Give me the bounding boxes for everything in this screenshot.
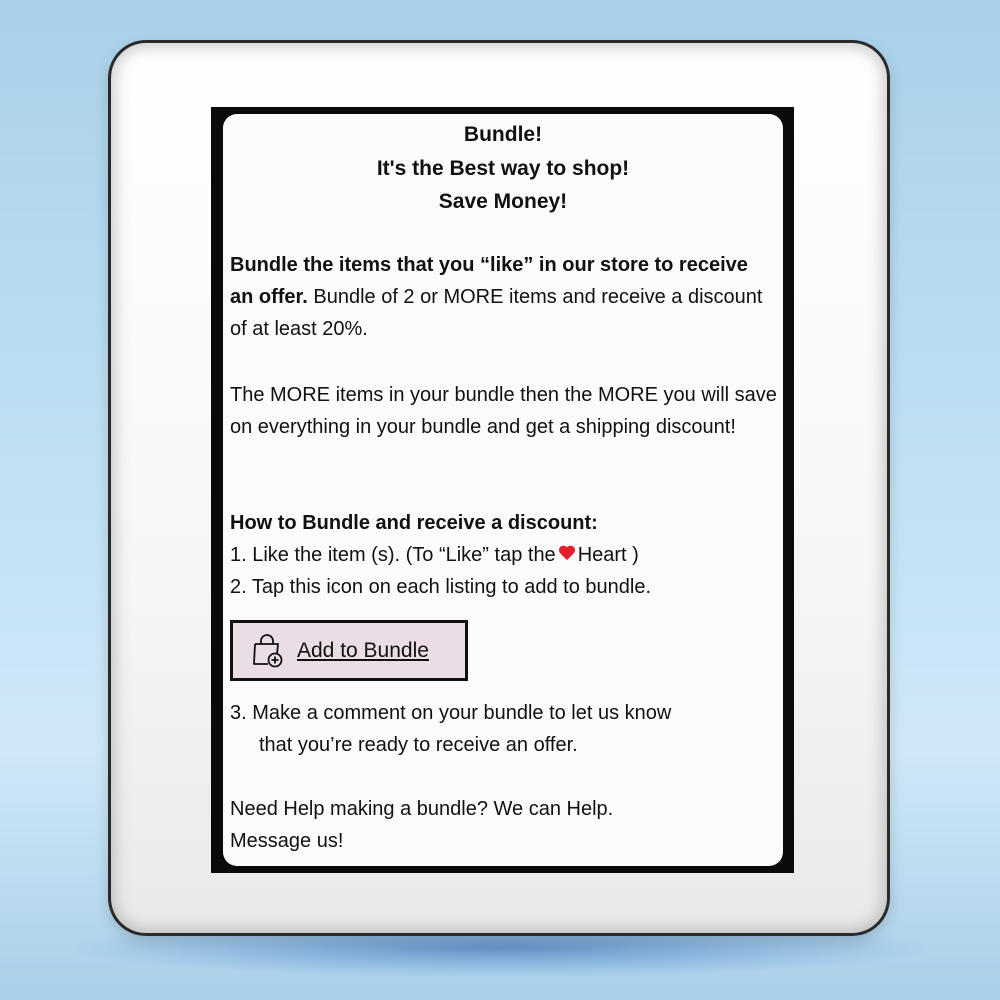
- step-2: 2. Tap this icon on each listing to add to bundle.: [230, 576, 652, 598]
- title-line-2: It's the Best way to shop!: [376, 157, 630, 180]
- help-line-2: Message us!: [230, 830, 344, 852]
- info-card: [223, 114, 783, 866]
- step-1-prefix: 1. Like the item (s). (To “Like” tap the: [230, 544, 556, 566]
- help-line-1: Need Help making a bundle? We can Help.: [230, 798, 614, 820]
- title-line-1: Bundle!: [463, 123, 543, 146]
- howto-title: How to Bundle and receive a discount:: [230, 512, 598, 534]
- heart-icon: [559, 546, 575, 562]
- step-1-suffix: Heart ): [577, 544, 639, 566]
- add-to-bundle-button[interactable]: [230, 620, 468, 681]
- intro-bold: Bundle the items that you “like” in our store to receive an offer.: [230, 254, 748, 308]
- add-to-bundle-label: Add to Bundle: [297, 638, 429, 662]
- savings-paragraph: The MORE items in your bundle then the MORE you will save on everything in your bundle and get a shipping discount!: [230, 384, 777, 438]
- step-3-line-2: that you’re ready to receive an offer.: [259, 734, 578, 756]
- bag-plus-icon: [251, 634, 283, 668]
- intro-paragraph: [230, 249, 775, 345]
- step-1: [230, 539, 639, 571]
- title-line-3: Save Money!: [438, 190, 568, 213]
- intro-text: Bundle of 2 or MORE items and receive a discount of at least 20%.: [230, 286, 763, 340]
- step-3-line-1: 3. Make a comment on your bundle to let us know: [230, 702, 672, 724]
